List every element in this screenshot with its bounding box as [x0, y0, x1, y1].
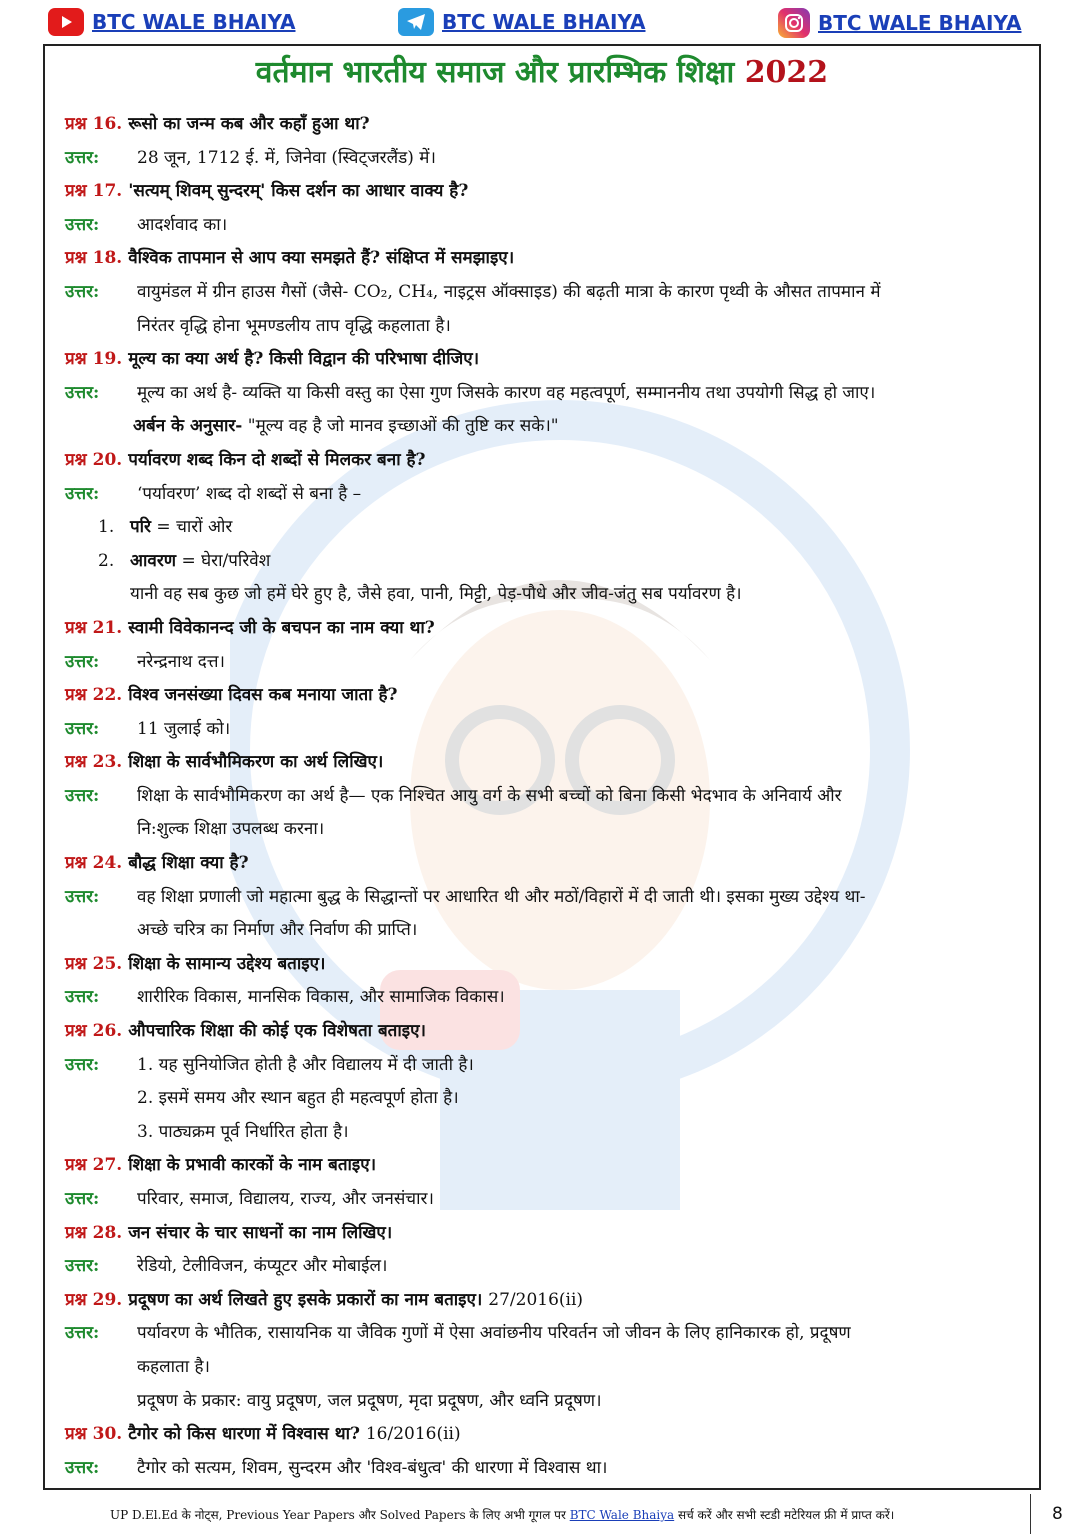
question-number: प्रश्न 24. — [65, 853, 123, 874]
answer-label: उत्तर: — [65, 886, 100, 907]
answer-text: 11 जुलाई को। — [137, 718, 231, 739]
question-body: बौद्ध शिक्षा क्या है? — [128, 853, 249, 874]
question-number: प्रश्न 22. — [65, 685, 123, 706]
answer-continuation: 2. इसमें समय और स्थान बहुत ही महत्वपूर्ण होता है। — [137, 1088, 459, 1109]
answer-label: उत्तर: — [65, 382, 100, 403]
question-body: शिक्षा के सामान्य उद्देश्य बताइए। — [128, 953, 326, 974]
answer-label: उत्तर: — [65, 1054, 100, 1075]
definition-text: "मूल्य वह है जो मानव इच्छाओं की तुष्टि कर सके।" — [242, 416, 559, 437]
answer-row — [65, 478, 1035, 512]
answer-continuation: नि:शुल्क शिक्षा उपलब्ध करना। — [137, 819, 325, 840]
telegram-icon — [398, 8, 434, 36]
answer-label: उत्तर: — [65, 987, 100, 1008]
list-item-text — [130, 511, 232, 545]
answer-definition — [65, 410, 1035, 444]
question-row — [65, 1015, 1035, 1049]
question-text — [128, 175, 1035, 209]
list-item-number: 1. — [98, 517, 115, 538]
answer-continuation: अच्छे चरित्र का निर्माण और निर्वाण की प्राप्ति। — [137, 920, 418, 941]
answer-row — [65, 142, 1035, 176]
answer-text: आदर्शवाद का। — [137, 214, 228, 235]
question-text — [128, 108, 1035, 142]
list-item-meaning: = चारों ओर — [151, 517, 233, 538]
question-text — [128, 948, 1035, 982]
answer-text: वह शिक्षा प्रणाली जो महात्मा बुद्ध के सिद्धान्तों पर आधारित थी और मठों/विहारों में दी जाती थी। इसका मुख्य उद्देश्य था- — [137, 886, 866, 907]
answer-label: उत्तर: — [65, 1323, 100, 1344]
question-number: प्रश्न 29. — [65, 1289, 123, 1310]
answer-row — [65, 1317, 1035, 1351]
instagram-label[interactable]: BTC WALE BHAIYA — [818, 11, 1022, 35]
answer-row — [65, 1183, 1035, 1217]
question-row — [65, 1418, 1035, 1452]
question-body: शिक्षा के प्रभावी कारकों के नाम बताइए। — [128, 1155, 377, 1176]
question-number: प्रश्न 27. — [65, 1155, 123, 1176]
list-item — [65, 545, 1035, 579]
list-item-number: 2. — [98, 550, 115, 571]
answer-summary: यानी वह सब कुछ जो हमें घेरे हुए है, जैसे हवा, पानी, मिट्टी, पेड़-पौधे और जीव-जंतु सब पर्यावरण है। — [130, 584, 742, 605]
question-text — [128, 679, 1035, 713]
question-text — [128, 444, 1035, 478]
answer-text: वायुमंडल में ग्रीन हाउस गैसों (जैसे- CO₂, CH₄, नाइट्रस ऑक्साइड) की बढ़ती मात्रा के कारण पृथ्वी के औसत तापमान में — [137, 281, 881, 302]
list-item — [65, 511, 1035, 545]
answer-row — [65, 713, 1035, 747]
question-text — [128, 1418, 1035, 1452]
question-row — [65, 1217, 1035, 1251]
question-text — [128, 612, 1035, 646]
question-row — [65, 108, 1035, 142]
answer-label: उत्तर: — [65, 718, 100, 739]
answer-row — [65, 780, 1035, 814]
question-number: प्रश्न 17. — [65, 181, 123, 202]
question-number: प्रश्न 28. — [65, 1222, 123, 1243]
question-number: प्रश्न 19. — [65, 349, 123, 370]
answer-label: उत्तर: — [65, 785, 100, 806]
answer-row — [65, 276, 1035, 310]
title-text: वर्तमान भारतीय समाज और प्रारम्भिक शिक्षा — [255, 55, 735, 90]
question-row — [65, 948, 1035, 982]
question-body: विश्व जनसंख्या दिवस कब मनाया जाता है? — [128, 685, 398, 706]
question-number: प्रश्न 16. — [65, 114, 123, 134]
answer-row — [65, 377, 1035, 411]
answer-label: उत्तर: — [65, 147, 100, 168]
footer-text-after: सर्च करें और सभी स्टडी मटेरियल फ्री में प्राप्त करें। — [674, 1508, 895, 1522]
question-row — [65, 343, 1035, 377]
answer-row — [65, 209, 1035, 243]
question-row — [65, 847, 1035, 881]
answer-row — [65, 981, 1035, 1015]
answer-text: शारीरिक विकास, मानसिक विकास, और सामाजिक विकास। — [137, 987, 505, 1008]
telegram-label[interactable]: BTC WALE BHAIYA — [442, 10, 646, 34]
answer-text: टैगोर को सत्यम, शिवम, सुन्दरम और 'विश्व-बंधुत्व' की धारणा में विश्वास था। — [137, 1457, 608, 1478]
footer-note — [110, 1506, 1010, 1523]
list-item-text — [130, 545, 270, 579]
answer-label: उत्तर: — [65, 483, 100, 504]
page-title — [45, 50, 1039, 91]
question-text — [128, 847, 1035, 881]
answer-text: 1. यह सुनियोजित होती है और विद्यालय में दी जाती है। — [137, 1054, 474, 1075]
page-number: 8 — [1052, 1504, 1063, 1524]
footer-divider — [1030, 1494, 1031, 1534]
question-number: प्रश्न 23. — [65, 752, 123, 773]
question-reference: 16/2016(ii) — [365, 1424, 461, 1445]
answer-row — [65, 646, 1035, 680]
question-row — [65, 175, 1035, 209]
question-body: रूसो का जन्म कब और कहाँ हुआ था? — [128, 114, 370, 134]
header-bar — [0, 0, 1086, 44]
answer-continuation: प्रदूषण के प्रकार: वायु प्रदूषण, जल प्रदूषण, मृदा प्रदूषण, और ध्वनि प्रदूषण। — [137, 1390, 602, 1411]
answer-label: उत्तर: — [65, 1189, 100, 1209]
question-row — [65, 444, 1035, 478]
question-row — [65, 1284, 1035, 1318]
answer-text: परिवार, समाज, विद्यालय, राज्य, और जनसंचार। — [137, 1189, 434, 1209]
instagram-icon — [778, 8, 810, 38]
answer-label: उत्तर: — [65, 214, 100, 235]
question-text — [128, 1284, 1035, 1318]
question-body: प्रदूषण का अर्थ लिखते हुए इसके प्रकारों का नाम बताइए। — [128, 1289, 483, 1310]
question-row — [65, 679, 1035, 713]
list-item-term: आवरण — [130, 550, 177, 571]
question-body: जन संचार के चार साधनों का नाम लिखिए। — [128, 1222, 393, 1243]
answer-text: रेडियो, टेलीविजन, कंप्यूटर और मोबाईल। — [137, 1256, 388, 1277]
answer-row — [65, 881, 1035, 915]
question-number: प्रश्न 30. — [65, 1424, 123, 1445]
question-body: औपचारिक शिक्षा की कोई एक विशेषता बताइए। — [128, 1021, 426, 1042]
question-row — [65, 1149, 1035, 1183]
answer-text: पर्यावरण के भौतिक, रासायनिक या जैविक गुणों में ऐसा अवांछनीय परिवर्तन जो जीवन के लिए हानिकारक हो, प्रदूषण — [137, 1323, 851, 1344]
youtube-icon — [48, 8, 84, 36]
question-row — [65, 242, 1035, 276]
footer-link[interactable]: BTC Wale Bhaiya — [569, 1508, 675, 1522]
answer-text: ‘पर्यावरण’ शब्द दो शब्दों से बना है – — [137, 483, 362, 504]
question-number: प्रश्न 26. — [65, 1021, 123, 1042]
answer-continuation: कहलाता है। — [137, 1356, 210, 1377]
question-reference: 27/2016(ii) — [488, 1289, 584, 1310]
telegram-link[interactable] — [398, 8, 646, 36]
question-body: शिक्षा के सार्वभौमिकरण का अर्थ लिखिए। — [128, 752, 384, 773]
question-text — [128, 242, 1035, 276]
title-year: 2022 — [744, 55, 829, 90]
answer-continuation: 3. पाठ्यक्रम पूर्व निर्धारित होता है। — [137, 1121, 349, 1142]
answer-continuation: निरंतर वृद्धि होना भूमण्डलीय ताप वृद्धि कहलाता है। — [137, 315, 451, 336]
question-text — [128, 1149, 1035, 1183]
question-body: पर्यावरण शब्द किन दो शब्दों से मिलकर बना है? — [128, 449, 426, 470]
answer-row — [65, 1049, 1035, 1083]
question-body: स्वामी विवेकानन्द जी के बचपन का नाम क्या था? — [128, 617, 435, 638]
question-number: प्रश्न 18. — [65, 248, 123, 269]
definition-author: अर्बन के अनुसार- — [133, 416, 243, 437]
question-number: प्रश्न 21. — [65, 617, 123, 638]
list-item-term: परि — [130, 517, 152, 538]
question-body: मूल्य का क्या अर्थ है? किसी विद्वान की परिभाषा दीजिए। — [128, 349, 480, 370]
question-text — [128, 343, 1035, 377]
answer-text: 28 जून, 1712 ई. में, जिनेवा (स्विट्जरलैंड) में। — [137, 147, 436, 168]
question-row — [65, 612, 1035, 646]
question-body: वैश्विक तापमान से आप क्या समझते हैं? संक्षिप्त में समझाइए। — [128, 248, 515, 269]
answer-text: शिक्षा के सार्वभौमिकरण का अर्थ है— एक निश्चित आयु वर्ग के सभी बच्चों को बिना किसी भेदभाव के अनिवार्य और — [137, 785, 842, 806]
answer-text: नरेन्द्रनाथ दत्त। — [137, 651, 225, 672]
question-row — [65, 746, 1035, 780]
answer-label: उत्तर: — [65, 281, 100, 302]
question-number: प्रश्न 20. — [65, 449, 123, 470]
answer-text: मूल्य का अर्थ है- व्यक्ति या किसी वस्तु का ऐसा गुण जिसके कारण वह महत्वपूर्ण, सम्माननीय तथा उपयोगी सिद्ध हो जाए। — [137, 382, 876, 403]
answer-row — [65, 1250, 1035, 1284]
qa-list — [65, 108, 1035, 1485]
answer-label: उत्तर: — [65, 651, 100, 672]
question-text — [128, 1015, 1035, 1049]
list-item-meaning: = घेरा/परिवेश — [176, 550, 271, 571]
answer-label: उत्तर: — [65, 1256, 100, 1277]
question-text — [128, 1217, 1035, 1251]
question-text — [128, 746, 1035, 780]
question-number: प्रश्न 25. — [65, 953, 123, 974]
footer-text-before: UP D.El.Ed के नोट्स, Previous Year Papers और Solved Papers के लिए अभी गूगल पर — [110, 1508, 570, 1522]
instagram-link[interactable] — [778, 8, 1022, 38]
youtube-link[interactable] — [48, 8, 296, 36]
youtube-label[interactable]: BTC WALE BHAIYA — [92, 10, 296, 34]
answer-row — [65, 1452, 1035, 1486]
answer-label: उत्तर: — [65, 1457, 100, 1478]
question-body: 'सत्यम् शिवम् सुन्दरम्' किस दर्शन का आधार वाक्य है? — [128, 181, 469, 202]
question-body: टैगोर को किस धारणा में विश्वास था? — [128, 1424, 360, 1445]
